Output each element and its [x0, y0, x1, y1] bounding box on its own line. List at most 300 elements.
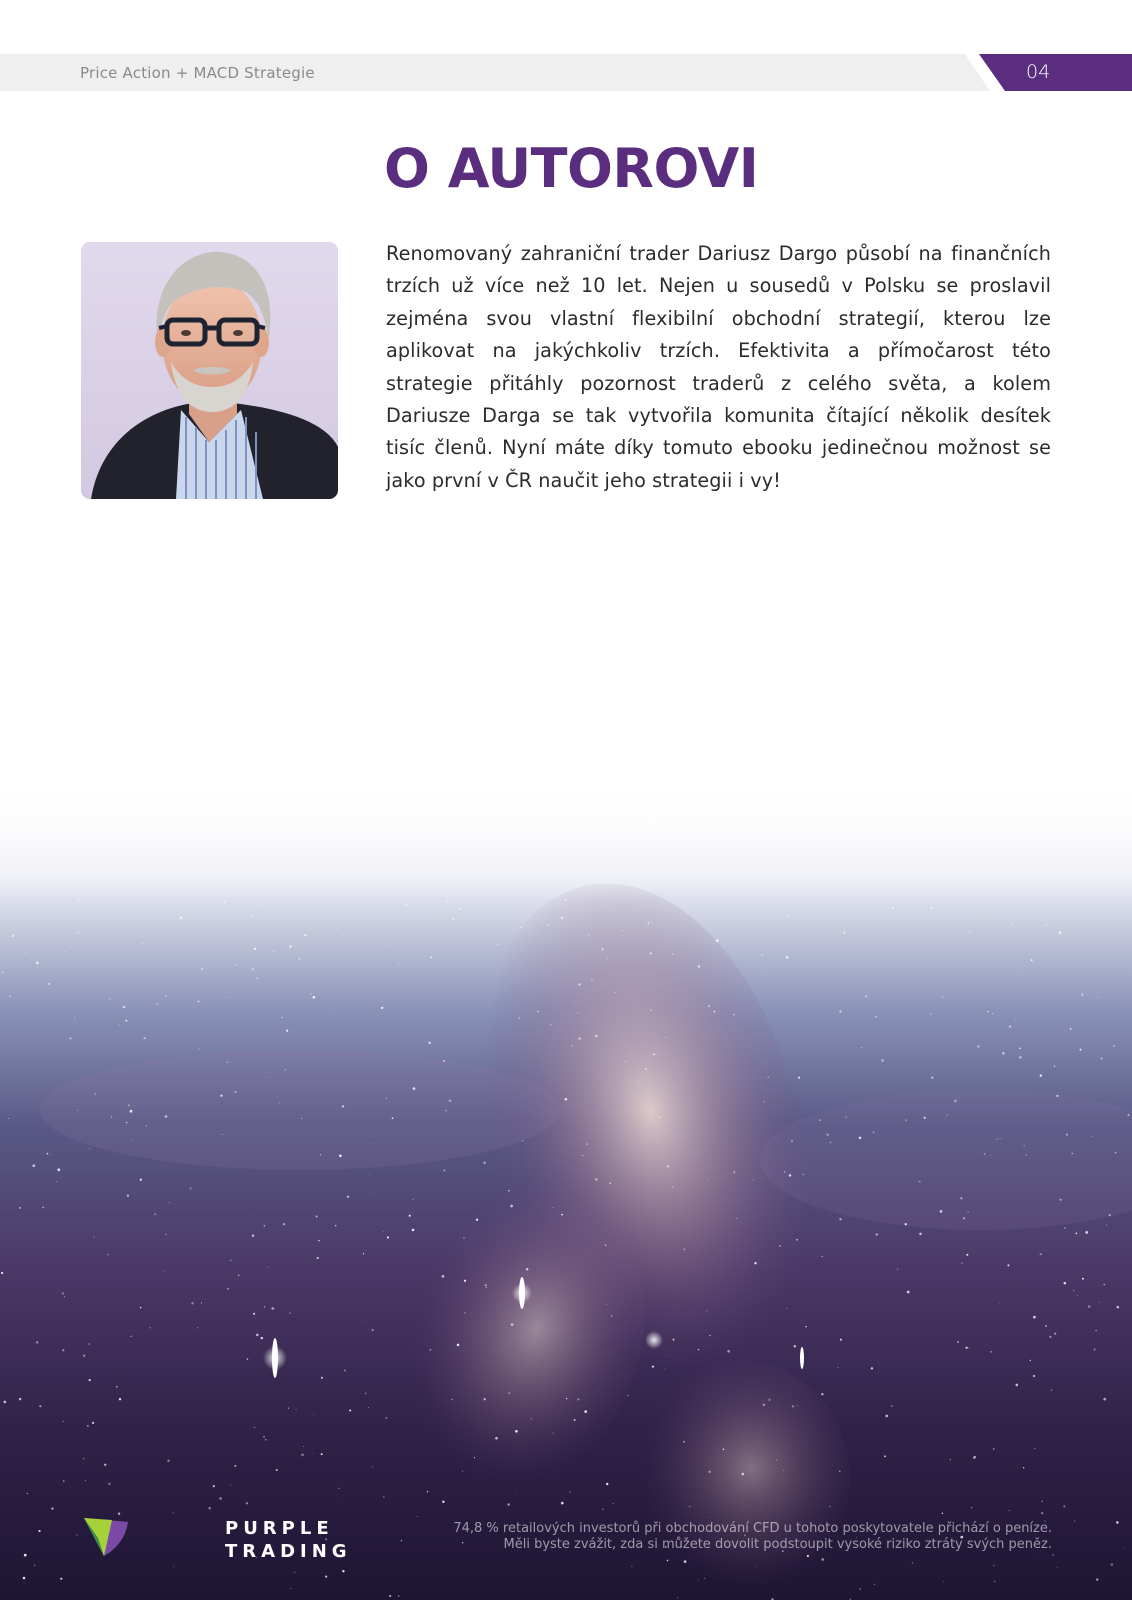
star	[1071, 1153, 1073, 1155]
star	[299, 958, 301, 960]
star	[648, 922, 650, 924]
star	[62, 1349, 64, 1351]
star	[796, 1239, 798, 1241]
star	[253, 1313, 255, 1315]
star	[1, 1272, 3, 1274]
star	[1103, 1284, 1104, 1285]
star	[266, 1077, 267, 1078]
star	[398, 1595, 400, 1597]
star	[339, 1154, 342, 1157]
star	[531, 1311, 532, 1312]
star	[1023, 1467, 1024, 1468]
star	[1124, 1547, 1125, 1548]
document-title: Price Action + MACD Strategie	[80, 64, 315, 82]
star	[639, 1082, 641, 1084]
star	[709, 1471, 711, 1473]
star	[584, 1022, 585, 1023]
star	[993, 1565, 994, 1566]
star	[131, 1140, 132, 1141]
star	[930, 907, 932, 909]
star	[876, 1233, 878, 1235]
star	[344, 1370, 346, 1372]
star	[1008, 942, 1009, 943]
star	[264, 1225, 265, 1226]
star	[342, 1105, 344, 1107]
star	[363, 924, 364, 925]
star	[798, 1077, 800, 1079]
page-number: 04	[1026, 61, 1051, 83]
star	[1057, 1567, 1058, 1568]
star	[111, 1116, 113, 1118]
star	[167, 1460, 169, 1462]
star	[686, 1285, 687, 1286]
star	[316, 1215, 318, 1217]
star	[650, 1009, 651, 1010]
star	[819, 1119, 821, 1121]
star	[965, 1347, 967, 1349]
star	[19, 1398, 21, 1400]
star	[905, 1119, 907, 1121]
star	[1056, 1095, 1058, 1097]
star	[150, 1327, 151, 1328]
star	[443, 1060, 445, 1062]
star	[742, 1473, 745, 1476]
star	[1088, 1305, 1091, 1308]
star	[704, 1578, 705, 1579]
star	[198, 1001, 200, 1003]
star	[511, 1323, 514, 1326]
star	[1019, 1056, 1021, 1058]
star	[734, 1171, 736, 1173]
star	[569, 1491, 570, 1492]
star	[722, 1055, 723, 1056]
star	[343, 935, 345, 937]
star	[629, 923, 630, 924]
star	[645, 1068, 647, 1070]
star	[609, 1182, 611, 1184]
star	[1101, 1057, 1103, 1059]
star	[341, 1498, 342, 1499]
star	[598, 1389, 599, 1390]
star	[76, 1534, 77, 1535]
star	[967, 1211, 968, 1212]
star	[891, 1405, 892, 1406]
star	[724, 945, 725, 946]
star	[42, 1207, 43, 1208]
star	[87, 1425, 89, 1427]
star	[553, 1207, 554, 1208]
star	[130, 1110, 133, 1113]
star	[1047, 1395, 1048, 1396]
star	[1091, 1136, 1092, 1137]
star	[321, 1377, 323, 1379]
star	[919, 1233, 922, 1236]
star	[401, 1540, 402, 1541]
star	[142, 942, 143, 943]
star	[451, 1399, 452, 1400]
star	[429, 1349, 431, 1351]
star	[197, 1327, 198, 1328]
star	[874, 1584, 875, 1585]
star	[960, 1197, 962, 1199]
disclaimer-line-2: Měli byste zvážit, zda si můžete dovolit podstoupit vysoké riziko ztráty svých peněz.	[503, 1537, 1052, 1552]
star	[464, 1312, 465, 1313]
star	[1064, 1282, 1067, 1285]
star	[128, 1104, 130, 1106]
star	[622, 930, 624, 932]
star	[78, 932, 79, 933]
star	[56, 1181, 57, 1182]
star	[672, 1186, 673, 1187]
star	[733, 1014, 734, 1015]
star	[667, 1356, 668, 1357]
star	[683, 1441, 685, 1443]
star	[384, 944, 385, 945]
star	[690, 1312, 691, 1313]
star	[736, 1218, 737, 1219]
star	[577, 1398, 579, 1400]
star	[1009, 1025, 1011, 1027]
star	[673, 1339, 675, 1341]
star	[348, 914, 349, 915]
star	[254, 948, 257, 951]
star	[1099, 1302, 1100, 1303]
star	[234, 1465, 236, 1467]
star	[698, 1349, 700, 1351]
star	[373, 1192, 374, 1193]
star	[677, 1597, 678, 1598]
star	[601, 948, 603, 950]
star	[201, 968, 203, 970]
star	[247, 1358, 248, 1359]
star	[709, 1335, 710, 1336]
star	[586, 1143, 588, 1145]
star	[999, 1303, 1000, 1304]
star	[963, 1217, 965, 1219]
star	[1049, 1336, 1051, 1338]
star	[116, 1386, 118, 1388]
star	[92, 1422, 94, 1424]
star	[776, 1460, 777, 1461]
star	[34, 1565, 35, 1566]
star	[566, 1398, 568, 1400]
star	[582, 1155, 584, 1157]
star	[1054, 1333, 1056, 1335]
star	[185, 1260, 186, 1261]
star	[89, 1148, 90, 1149]
star	[347, 1196, 349, 1198]
star	[789, 1174, 792, 1177]
star	[664, 1368, 665, 1369]
star	[317, 1257, 319, 1259]
star	[338, 1488, 339, 1489]
star	[768, 1077, 769, 1078]
star	[464, 1280, 466, 1282]
star	[459, 908, 461, 910]
star	[574, 1419, 576, 1421]
star	[386, 1098, 387, 1099]
star	[483, 1161, 486, 1164]
star	[667, 1165, 669, 1167]
star	[263, 1436, 265, 1438]
star	[132, 934, 133, 935]
star	[1094, 1349, 1096, 1351]
star	[839, 1010, 841, 1012]
star	[131, 997, 132, 998]
star	[589, 935, 590, 936]
star	[387, 1236, 389, 1238]
star	[584, 1410, 587, 1413]
star	[1041, 1512, 1043, 1514]
star	[625, 1061, 626, 1062]
star	[1117, 1306, 1120, 1309]
star	[628, 1395, 629, 1396]
risk-disclaimer	[432, 1521, 1052, 1553]
star	[140, 1179, 142, 1181]
star	[791, 1140, 793, 1142]
star	[665, 1037, 666, 1038]
star	[977, 1045, 980, 1048]
star	[303, 1446, 304, 1447]
star	[405, 904, 407, 906]
star	[1040, 1253, 1042, 1255]
star	[123, 1006, 126, 1009]
star	[547, 924, 549, 926]
star	[230, 1485, 231, 1486]
star	[779, 1245, 781, 1247]
star	[748, 915, 749, 916]
star	[1023, 1145, 1025, 1147]
star	[531, 1418, 532, 1419]
star	[508, 1392, 510, 1394]
star	[1011, 924, 1012, 925]
star	[875, 1016, 877, 1018]
star	[606, 1304, 607, 1305]
star	[498, 944, 499, 945]
star	[24, 1554, 27, 1557]
star	[25, 953, 26, 954]
star	[962, 901, 963, 902]
star	[1069, 1242, 1070, 1243]
star	[1103, 1398, 1106, 1401]
star	[763, 1400, 764, 1401]
star	[294, 1572, 295, 1573]
star	[199, 1048, 200, 1049]
star	[321, 1453, 323, 1455]
star	[578, 1037, 581, 1040]
star	[792, 1405, 794, 1407]
star	[224, 901, 226, 903]
star	[996, 1139, 997, 1140]
author-photo	[81, 242, 338, 499]
star	[827, 1134, 829, 1136]
star	[924, 1117, 926, 1119]
star	[1030, 1360, 1031, 1361]
star	[821, 1393, 823, 1395]
star	[119, 1024, 120, 1025]
star	[208, 1507, 211, 1510]
star	[140, 1307, 142, 1309]
star	[252, 968, 254, 970]
star	[885, 1415, 888, 1418]
star	[389, 1595, 391, 1597]
star	[1060, 1199, 1062, 1201]
star	[1085, 1231, 1088, 1234]
star	[220, 1095, 222, 1097]
star	[981, 913, 982, 914]
star	[428, 1042, 431, 1045]
star	[449, 1099, 452, 1102]
star	[118, 1513, 120, 1515]
star	[285, 1069, 286, 1070]
star	[520, 927, 521, 928]
star	[219, 1497, 222, 1500]
star	[104, 1464, 106, 1466]
star	[446, 901, 448, 903]
star	[698, 1057, 699, 1058]
star	[950, 1459, 951, 1460]
star	[871, 1367, 873, 1369]
star	[1052, 1554, 1053, 1555]
star	[542, 922, 543, 923]
star	[1074, 1521, 1075, 1522]
star	[313, 1414, 314, 1415]
star	[74, 1018, 75, 1019]
star	[476, 1219, 478, 1221]
star	[70, 1037, 72, 1039]
star	[1034, 1448, 1035, 1449]
star	[430, 956, 432, 958]
star	[561, 1214, 563, 1216]
star	[165, 995, 166, 996]
star	[940, 1210, 943, 1213]
star	[385, 1417, 387, 1419]
star	[727, 1350, 730, 1353]
star	[1098, 997, 1099, 998]
star	[993, 1448, 995, 1450]
star	[400, 949, 401, 950]
star	[936, 1188, 937, 1189]
star	[445, 1110, 447, 1112]
star	[605, 1245, 607, 1247]
star	[268, 1267, 269, 1268]
star	[522, 1140, 523, 1141]
star	[1051, 1389, 1053, 1391]
star	[807, 1555, 809, 1557]
star	[95, 1093, 96, 1094]
star	[27, 1493, 28, 1494]
star	[664, 1017, 665, 1018]
star	[990, 1351, 992, 1353]
star	[156, 1003, 158, 1005]
star	[1077, 1295, 1078, 1296]
star	[9, 995, 11, 997]
star	[707, 1179, 708, 1180]
star	[667, 1560, 669, 1562]
star	[304, 934, 306, 936]
star	[1096, 1578, 1098, 1580]
star	[1031, 959, 1033, 961]
star	[226, 996, 227, 997]
star	[1082, 1278, 1084, 1280]
star	[703, 1034, 704, 1035]
star	[417, 1516, 418, 1517]
star	[383, 923, 384, 924]
star	[1063, 1505, 1065, 1507]
star	[474, 1457, 475, 1458]
star	[764, 1101, 765, 1102]
star	[462, 1471, 463, 1472]
star	[452, 911, 453, 912]
star	[1009, 1510, 1010, 1511]
star	[1116, 1521, 1118, 1523]
star	[433, 911, 434, 912]
star	[942, 996, 943, 997]
star	[369, 1174, 370, 1175]
star	[974, 1456, 976, 1458]
star	[256, 977, 258, 979]
star	[130, 1336, 132, 1338]
star	[768, 1399, 770, 1401]
star	[1016, 1384, 1019, 1387]
star	[1019, 1048, 1021, 1050]
star	[23, 1577, 26, 1580]
star	[412, 1199, 414, 1201]
star	[1070, 1028, 1072, 1030]
star	[335, 1225, 337, 1227]
star	[1115, 1107, 1116, 1108]
star	[173, 1512, 174, 1513]
star	[495, 1437, 498, 1440]
star	[838, 1367, 839, 1368]
star	[653, 1053, 655, 1055]
star	[254, 1427, 256, 1429]
purple-trading-logo-mark	[82, 1516, 132, 1562]
star	[65, 951, 66, 952]
star	[301, 1118, 302, 1119]
star	[966, 1254, 968, 1256]
star	[865, 995, 868, 998]
star	[844, 1134, 845, 1135]
star	[372, 1466, 373, 1467]
star	[213, 1485, 215, 1487]
star	[912, 1562, 914, 1564]
star	[971, 1507, 972, 1508]
star	[288, 1407, 290, 1409]
star	[409, 1215, 411, 1217]
star	[372, 1329, 374, 1331]
star	[659, 1117, 661, 1119]
star	[50, 1155, 51, 1156]
star	[755, 1567, 756, 1568]
star	[165, 1234, 166, 1235]
star	[47, 1153, 49, 1155]
star	[1026, 1154, 1027, 1155]
star	[578, 983, 580, 985]
star	[550, 1024, 551, 1025]
star	[39, 1405, 41, 1407]
star	[518, 1017, 520, 1019]
star	[805, 1326, 806, 1327]
star	[1081, 994, 1083, 996]
star	[571, 1045, 572, 1046]
star	[507, 1503, 509, 1505]
purple-trading-logo	[82, 1516, 352, 1562]
star	[399, 964, 400, 965]
star	[650, 952, 652, 954]
star	[392, 1117, 394, 1119]
star	[1002, 1052, 1005, 1055]
